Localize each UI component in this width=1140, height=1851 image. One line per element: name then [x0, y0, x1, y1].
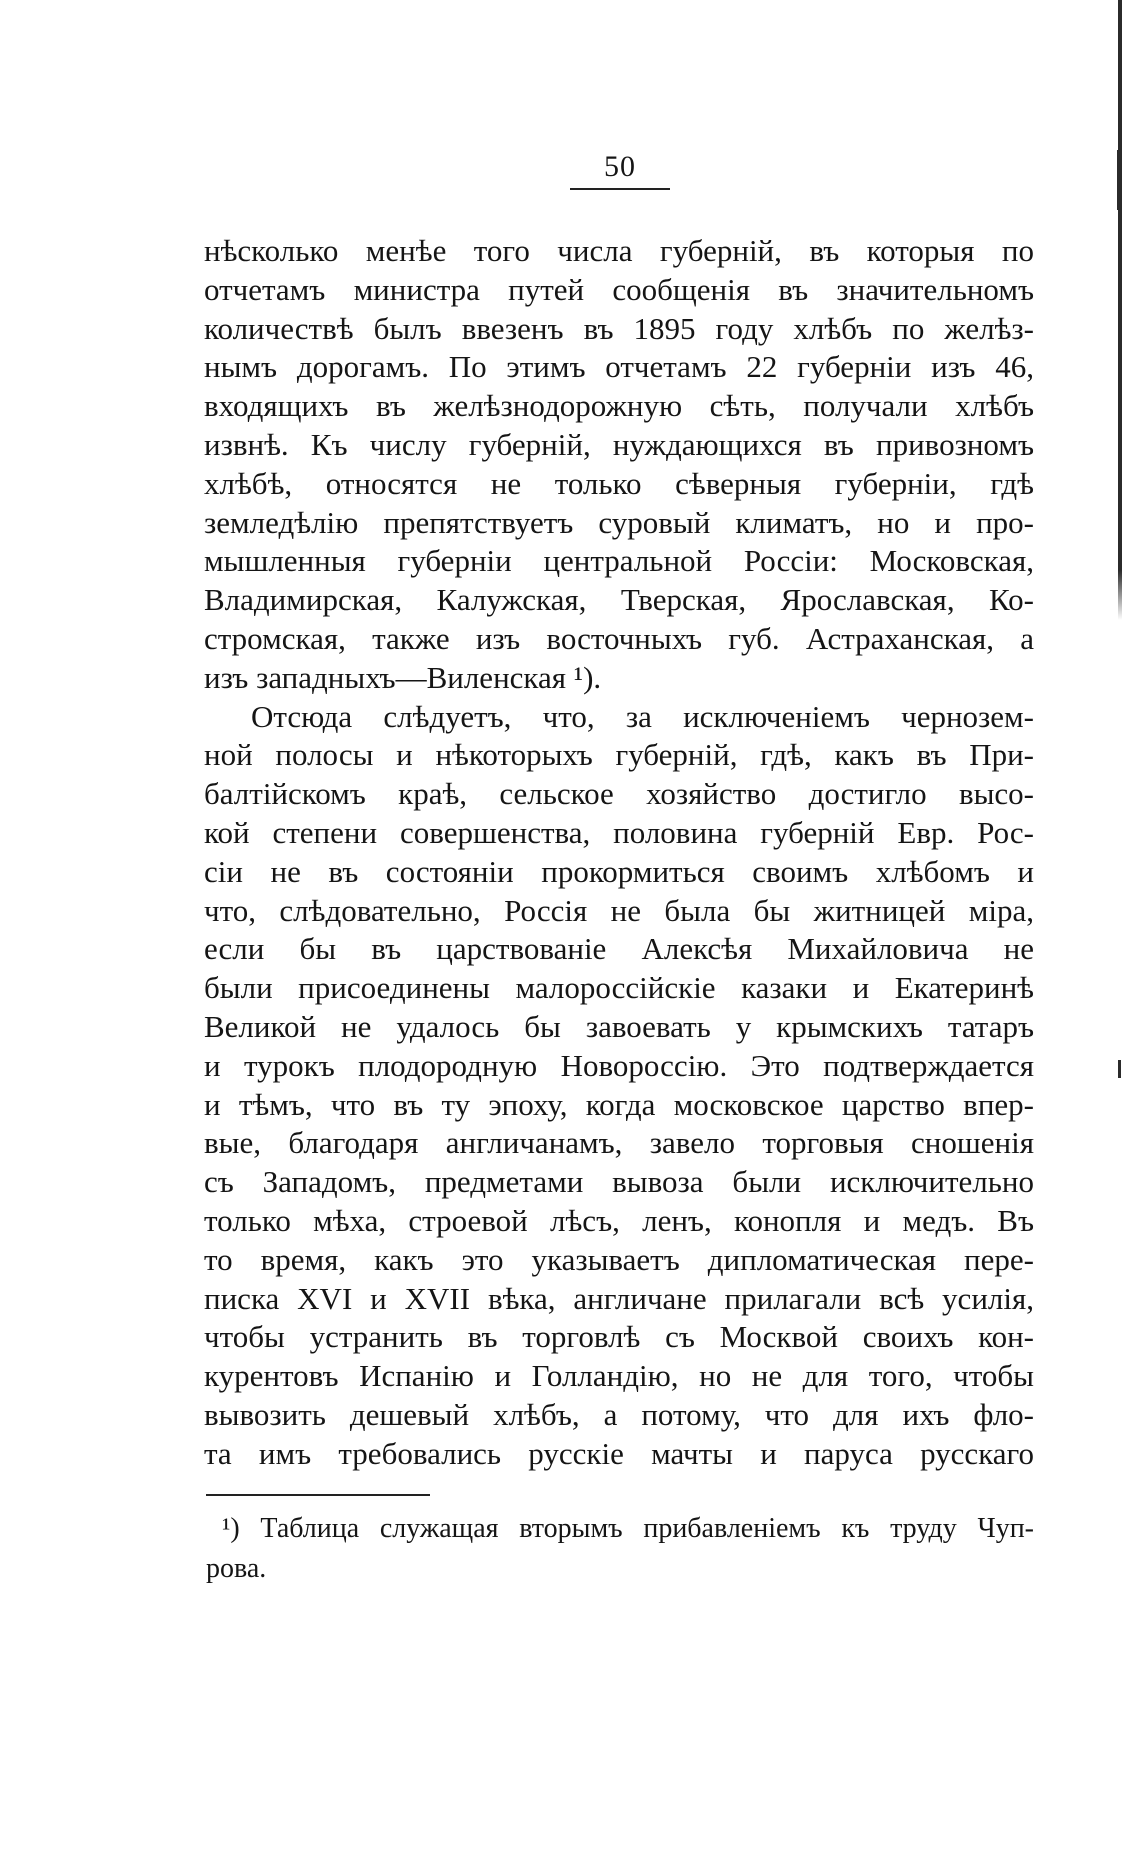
footnote-separator [206, 1494, 430, 1496]
body-line: вывозить дешевый хлѣбъ, а потому, что для ихъ фло- [204, 1396, 1034, 1432]
body-line: количествѣ былъ ввезенъ въ 1895 году хлѣбъ по желѣз- [204, 310, 1034, 346]
page-number: 50 [604, 150, 636, 183]
body-line: только мѣха, строевой лѣсъ, ленъ, конопля и медъ. Въ [204, 1202, 1034, 1238]
body-line: если бы въ царствованіе Алексѣя Михайловича не [204, 931, 1034, 967]
body-line: Великой не удалось бы завоевать у крымскихъ татаръ [204, 1008, 1034, 1044]
scan-edge-shadow [1118, 0, 1122, 620]
page-number-block [560, 150, 680, 184]
body-line: чтобы устранить въ торговлѣ съ Москвой своихъ кон- [204, 1319, 1034, 1355]
footnote [206, 1509, 1034, 1589]
body-line: входящихъ въ желѣзнодорожную сѣть, получали хлѣбъ [204, 388, 1034, 424]
footnote-line: рова. [206, 1553, 267, 1584]
body-line: балтійскомъ краѣ, сельское хозяйство достигло высо- [204, 776, 1034, 812]
body-line: и тѣмъ, что въ ту эпоху, когда московское царство впер- [204, 1086, 1034, 1122]
footnote-line: ¹) Таблица служащая вторымъ прибавленіемъ къ труду Чуп- [222, 1513, 1034, 1544]
body-line: нѣсколько менѣе того числа губерній, въ которыя по [204, 233, 1034, 268]
page-number-rule [570, 188, 670, 190]
body-line: мышленныя губерніи центральной Россіи: Московская, [204, 543, 1034, 579]
body-line: та имъ требовались русскіе мачты и паруса русскаго [204, 1435, 1034, 1471]
body-line: были присоединены малороссійскіе казаки и Екатеринѣ [204, 970, 1034, 1006]
paragraph-start-line: Отсюда слѣдуетъ, что, за исключеніемъ чернозем- [251, 698, 1034, 734]
body-line: курентовъ Испанію и Голландію, но не для того, чтобы [204, 1358, 1034, 1394]
scan-margin-mark [1118, 1060, 1121, 1078]
body-line: изъ западныхъ—Виленская ¹). [204, 659, 602, 695]
body-line: Владимирская, Калужская, Тверская, Ярославская, Ко- [204, 582, 1034, 618]
body-line: то время, какъ это указываетъ дипломатическая пере- [204, 1241, 1034, 1277]
body-line: ной полосы и нѣкоторыхъ губерній, гдѣ, какъ въ При- [204, 737, 1034, 773]
body-line: кой степени совершенства, половина губерній Евр. Рос- [204, 814, 1034, 850]
body-line: что, слѣдовательно, Россія не была бы житницей міра, [204, 892, 1034, 928]
body-line: стромская, также изъ восточныхъ губ. Астраханская, а [204, 620, 1034, 656]
body-text [204, 232, 1034, 1474]
scan-edge-mark [1117, 150, 1119, 210]
body-line: сіи не въ состояніи прокормиться своимъ хлѣбомъ и [204, 853, 1034, 889]
body-line: хлѣбѣ, относятся не только сѣверныя губерніи, гдѣ [204, 465, 1034, 501]
body-line: вые, благодаря англичанамъ, завело торговыя сношенія [204, 1125, 1034, 1161]
body-line: нымъ дорогамъ. По этимъ отчетамъ 22 губерніи изъ 46, [204, 349, 1034, 385]
body-line: отчетамъ министра путей сообщенія въ значительномъ [204, 271, 1034, 307]
body-line: и турокъ плодородную Новороссію. Это подтверждается [204, 1047, 1034, 1083]
body-line: извнѣ. Къ числу губерній, нуждающихся въ привозномъ [204, 426, 1034, 462]
body-line: писка XVI и XVII вѣка, англичане прилагали всѣ усилія, [204, 1280, 1034, 1316]
body-line: земледѣлію препятствуетъ суровый климатъ, но и про- [204, 504, 1034, 540]
body-line: съ Западомъ, предметами вывоза были исключительно [204, 1164, 1034, 1200]
